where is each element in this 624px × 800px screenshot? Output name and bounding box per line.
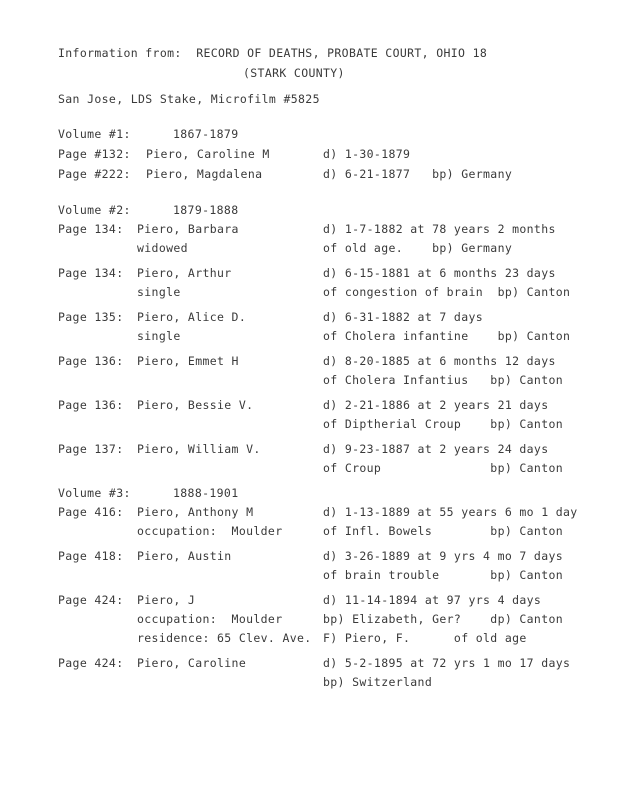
entry-detail: d) 11-14-1894 at 97 yrs 4 days xyxy=(323,593,542,607)
entry-page: Page 136: xyxy=(58,354,124,368)
entry-name: Piero, Anthony M xyxy=(137,505,254,519)
entry-page: Page 137: xyxy=(58,442,124,456)
entry-occupation: occupation: Moulder xyxy=(137,524,283,538)
entry-name: Piero, J xyxy=(137,593,196,607)
entry-name: Piero, Alice D. xyxy=(137,310,247,324)
entry-detail: of Cholera infantine bp) Canton xyxy=(323,329,571,343)
entry-detail: of Cholera Infantius bp) Canton xyxy=(323,373,564,387)
entry-detail: of old age. bp) Germany xyxy=(323,241,513,255)
entry-name: Piero, Arthur xyxy=(137,266,232,280)
entry-name: Piero, Caroline M xyxy=(146,147,270,161)
entry-status: widowed xyxy=(137,241,188,255)
entry-occupation: occupation: Moulder xyxy=(137,612,283,626)
entry-page: Page #132: xyxy=(58,147,131,161)
entry-name: Piero, Magdalena xyxy=(146,167,263,181)
entry-detail: of Croup bp) Canton xyxy=(323,461,564,475)
entry-detail: d) 3-26-1889 at 9 yrs 4 mo 7 days xyxy=(323,549,564,563)
entry-page: Page 134: xyxy=(58,266,124,280)
entry-page: Page 424: xyxy=(58,593,124,607)
entry-detail: bp) Elizabeth, Ger? dp) Canton xyxy=(323,612,564,626)
entry-detail: d) 8-20-1885 at 6 months 12 days xyxy=(323,354,556,368)
county-line: (STARK COUNTY) xyxy=(243,66,345,80)
entry-name: Piero, William V. xyxy=(137,442,261,456)
volume-label: Volume #1: xyxy=(58,127,131,141)
entry-detail: d) 5-2-1895 at 72 yrs 1 mo 17 days xyxy=(323,656,571,670)
entry-detail: bp) Switzerland xyxy=(323,675,433,689)
entry-page: Page 136: xyxy=(58,398,124,412)
entry-detail: of congestion of brain bp) Canton xyxy=(323,285,571,299)
entry-status: single xyxy=(137,285,181,299)
entry-detail: d) 1-13-1889 at 55 years 6 mo 1 day xyxy=(323,505,578,519)
entry-name: Piero, Bessie V. xyxy=(137,398,254,412)
entry-name: Piero, Barbara xyxy=(137,222,239,236)
entry-page: Page 416: xyxy=(58,505,124,519)
entry-detail: d) 1-30-1879 xyxy=(323,147,411,161)
entry-name: Piero, Austin xyxy=(137,549,232,563)
entry-page: Page #222: xyxy=(58,167,131,181)
entry-detail: d) 2-21-1886 at 2 years 21 days xyxy=(323,398,549,412)
volume-years: 1888-1901 xyxy=(173,486,239,500)
volume-label: Volume #2: xyxy=(58,203,131,217)
entry-name: Piero, Caroline xyxy=(137,656,247,670)
entry-detail: of Infl. Bowels bp) Canton xyxy=(323,524,564,538)
entry-detail: of brain trouble bp) Canton xyxy=(323,568,564,582)
entry-page: Page 135: xyxy=(58,310,124,324)
entry-status: single xyxy=(137,329,181,343)
volume-label: Volume #3: xyxy=(58,486,131,500)
entry-detail: d) 6-31-1882 at 7 days xyxy=(323,310,484,324)
microfilm-source-line: San Jose, LDS Stake, Microfilm #5825 xyxy=(58,92,320,106)
entry-detail: F) Piero, F. of old age xyxy=(323,631,527,645)
entry-residence: residence: 65 Clev. Ave. xyxy=(137,631,312,645)
entry-detail: of Diptherial Croup bp) Canton xyxy=(323,417,564,431)
entry-page: Page 424: xyxy=(58,656,124,670)
entry-detail: d) 6-15-1881 at 6 months 23 days xyxy=(323,266,556,280)
entry-page: Page 134: xyxy=(58,222,124,236)
source-info-line: Information from: RECORD OF DEATHS, PROBATE COURT, OHIO 18 xyxy=(58,46,488,60)
entry-page: Page 418: xyxy=(58,549,124,563)
entry-detail: d) 1-7-1882 at 78 years 2 months xyxy=(323,222,556,236)
entry-detail: d) 9-23-1887 at 2 years 24 days xyxy=(323,442,549,456)
volume-years: 1879-1888 xyxy=(173,203,239,217)
entry-detail: d) 6-21-1877 bp) Germany xyxy=(323,167,513,181)
entry-name: Piero, Emmet H xyxy=(137,354,239,368)
volume-years: 1867-1879 xyxy=(173,127,239,141)
